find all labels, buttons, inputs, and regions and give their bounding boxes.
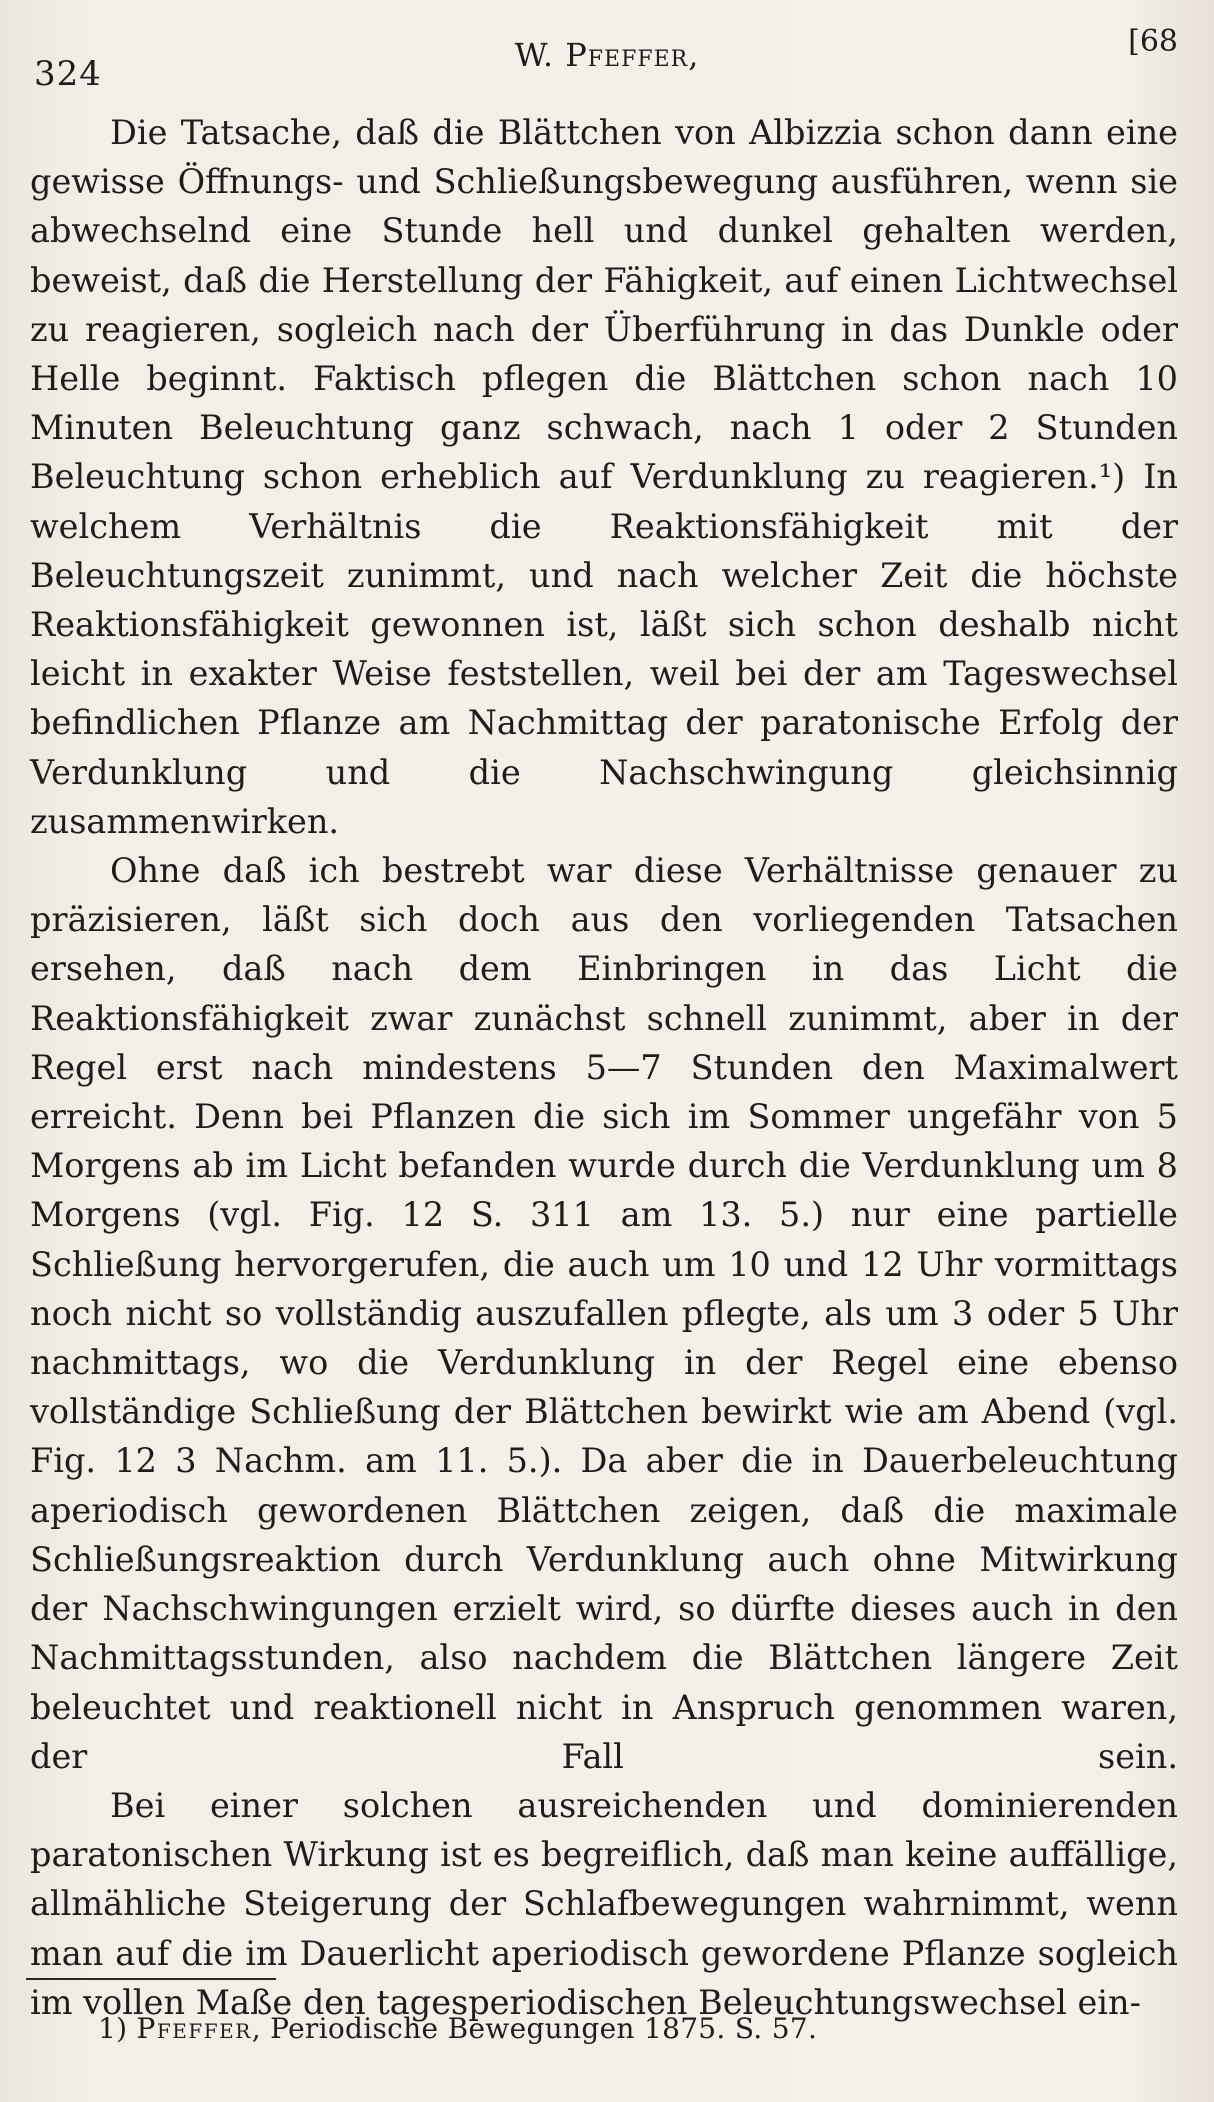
running-title: W. Pfeffer,	[514, 36, 700, 74]
paragraph-2: Ohne daß ich bestrebt war diese Verhältnisse genauer zu präzisieren, läßt sich doch aus den vorliegenden Tatsachen ersehen, daß nach dem Einbringen in das Licht die Reaktionsfähigkeit zwar zunächst schnell zunimmt, aber in der Regel erst nach mindestens 5—7 Stunden den Maximalwert erreicht. Denn bei Pflanzen die sich im Sommer ungefähr von 5 Morgens ab im Licht befanden wurde durch die Verdunklung um 8 Morgens (vgl. Fig. 12 S. 311 am 13. 5.) nur eine partielle Schließung hervorgerufen, die auch um 10 und 12 Uhr vormittags noch nicht so vollständig auszufallen pflegte, als um 3 oder 5 Uhr nachmittags, wo die Verdunklung in der Regel eine ebenso vollständige Schließung der Blättchen bewirkt wie am Abend (vgl. Fig. 12 3 Nachm. am 11. 5.). Da aber die in Dauerbeleuchtung aperiodisch gewordenen Blättchen zeigen, daß die maximale Schließungsreaktion durch Verdunklung auch ohne Mitwirkung der Nachschwingungen erzielt wird, so dürfte dieses auch in den Nachmittagsstunden, also nachdem die Blättchen längere Zeit beleuchtet und reaktionell nicht in Anspruch genommen waren, der Fall sein.	[30, 851, 1178, 1776]
footnote-author: Pfeffer	[136, 2012, 252, 2045]
paragraph-3: Bei einer solchen ausreichenden und dominierenden paratonischen Wirkung ist es begreiflich, daß man keine auffällige, allmähliche Steigerung der Schlafbewegungen wahrnimmt, wenn man auf die im Dauerlicht aperiodisch gewordene Pflanze sogleich im vollen Maße den tagesperiodischen Beleuchtungswechsel ein-	[30, 1785, 1178, 2022]
body-text	[30, 108, 1178, 2027]
paragraph-1: Die Tatsache, daß die Blättchen von Albizzia schon dann eine gewisse Öffnungs- und Schließungsbewegung ausführen, wenn sie abwechselnd eine Stunde hell und dunkel gehalten werden, beweist, daß die Herstellung der Fähigkeit, auf einen Lichtwechsel zu reagieren, sogleich nach der Überführung in das Dunkle oder Helle beginnt. Faktisch pflegen die Blättchen schon nach 10 Minuten Beleuchtung ganz schwach, nach 1 oder 2 Stunden Beleuchtung schon erheblich auf Verdunklung zu reagieren.¹) In welchem Verhältnis die Reaktionsfähigkeit mit der Beleuchtungszeit zunimmt, und nach welcher Zeit die höchste Reaktionsfähigkeit gewonnen ist, läßt sich schon deshalb nicht leicht in exakter Weise feststellen, weil bei der am Tageswechsel befindlichen Pflanze am Nachmittag der paratonische Erfolg der Verdunklung und die Nachschwingung gleichsinnig zusammenwirken.	[30, 113, 1178, 841]
footnote-citation: , Periodische Bewegungen 1875. S. 57.	[251, 2012, 818, 2045]
footnote	[98, 2012, 817, 2045]
footnote-marker: 1)	[98, 2012, 128, 2045]
folio-reference: [68	[1128, 24, 1178, 59]
page-number: 324	[34, 54, 102, 94]
footnote-rule	[26, 1978, 276, 1980]
